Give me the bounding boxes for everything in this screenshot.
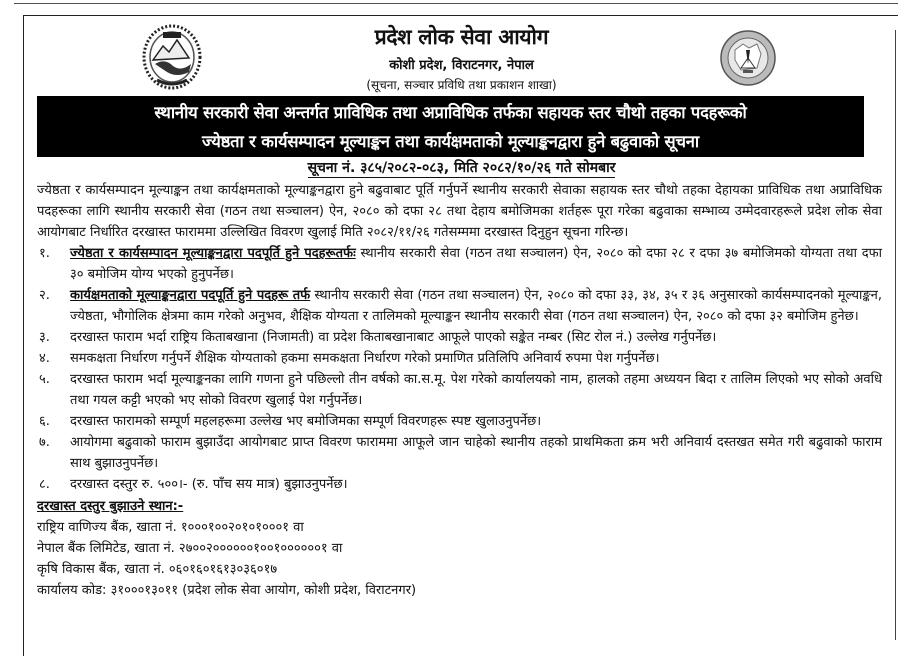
notice-body [37,180,882,601]
org-location: कोशी प्रदेश, विराटनगर, नेपाल [389,58,534,73]
notice-page [23,15,898,656]
item-text: दरखास्त फाराम भर्दा मूल्याङ्कनका लागि गणना हुने पछिल्लो तीन वर्षको का.स.मू. पेश गरेको कार्यालयको नाम, हालको तहमा अध्ययन बिदा र तालिम लिएको भए सोको अवधि तथा गयल कट्टी भएको भए सोको विवरण खुलाई पेश गर्नुपर्नेछ। [70,372,882,408]
koshi-psc-logo-icon [719,28,777,88]
top-divider [14,3,898,4]
conditions-list [37,243,882,495]
payment-bank-adbl: कृषि विकास बैंक, खाता नं. ०६०१६०१६१३०३६०१७ [37,562,278,577]
item-number: १. [39,246,50,261]
item-text: दरखास्त फारामको सम्पूर्ण महलहरूमा उल्लेख भए बमोजिमका सम्पूर्ण विवरणहरू स्पष्ट खुलाउनुपर्नेछ। [70,414,542,429]
payment-bank-nbl: नेपाल बैंक लिमिटेड, खाता नं. २७००२००००००१००१००००००१ वा [37,541,343,556]
item-text: दरखास्त दस्तुर रु. ५००।- (रु. पाँच सय मात्र) बुझाउनुपर्नेछ। [70,477,348,492]
item-number: ४. [39,351,50,366]
item-number: ८. [39,477,50,492]
letterhead [24,16,898,96]
intro-paragraph: ज्येष्ठता र कार्यसम्पादन मूल्याङ्कन तथा कार्यक्षमताको मूल्याङ्कनद्वारा हुने बढुवाबाट पूर्ति गर्नुपर्ने स्थानीय सरकारी सेवाका सहायक स्तर चौथो तहका देहायका प्राविधिक तथा अप्राविधिक पदहरूका लागि स्थानीय सरकारी सेवा (गठन तथा सञ्चालन) ऐन, २०८० को दफा २८ तथा देहाय बमोजिमका शर्तहरू पूरा गरेका बढुवाका सम्भाव्य उम्मेदवारहरूले प्रदेश लोक सेवा आयोगबाट निर्धारित दरखास्त फाराममा उल्लिखित विवरण खुलाई मिति २०८२/११/२६ गतेसम्ममा दरखास्त दिनुहुन सूचना गरिन्छ। [37,183,882,240]
item-text: दरखास्त फाराम भर्दा राष्ट्रिय किताबखाना (निजामती) वा प्रदेश किताबखानाबाट आफूले पाएको सङ्केत नम्बर (सिट रोल नं.) उल्लेख गर्नुपर्नेछ। [70,330,717,345]
condition-item [37,432,882,474]
org-branch: (सूचना, सञ्चार प्रविधि तथा प्रकाशन शाखा) [366,78,557,92]
notice-number [24,158,898,177]
banner-line-1: स्थानीय सरकारी सेवा अन्तर्गत प्राविधिक तथा अप्राविधिक तर्फका सहायक स्तर चौथो तहका पदहरूको [154,103,747,122]
condition-item [37,327,882,348]
payment-section-title: दरखास्त दस्तुर बुझाउने स्थान:- [37,499,184,514]
condition-item [37,348,882,369]
item-number: ६. [39,414,50,429]
item-text: स्थानीय सरकारी सेवा (गठन तथा सञ्चालन) ऐन, २०८० को दफा ३३, ३४, ३५ र ३६ अनुसारको कार्यसम्पादनको मूल्याङ्कन, ज्येष्ठता, भौगोलिक क्षेत्रमा काम गरेको अनुभव, शैक्षिक योग्यता र तालिमको मूल्याङ्कन स्थानीय सरकारी सेवा (गठन तथा सञ्चालन) ऐन, २०८० को दफा ३२ बमोजिम हुनेछ। [70,288,882,324]
condition-item [37,285,882,327]
banner-line-2: ज्येष्ठता र कार्यसम्पादन मूल्याङ्कन तथा कार्यक्षमताको मूल्याङ्कनद्वारा हुने बढुवाको सूचना [202,132,699,151]
condition-item [37,369,882,411]
payment-bank-rbb: राष्ट्रिय वाणिज्य बैंक, खाता नं. १०००१००२०१०१०००१ वा [37,520,304,535]
item-number: ७. [39,435,50,450]
item-text: स्थानीय सरकारी सेवा (गठन तथा सञ्चालन) ऐन, २०८० को दफा २८ र दफा ३७ बमोजिमको योग्यता तथा दफा ३० बमोजिम योग्य भएको हुनुपर्नेछ। [70,246,882,282]
item-number: ३. [39,330,50,345]
item-number: ५. [39,372,50,387]
item-heading: ज्येष्ठता र कार्यसम्पादन मूल्याङ्कनद्वारा पदपूर्ति हुने पदहरूतर्फः [70,246,356,261]
item-text: समकक्षता निर्धारण गर्नुपर्ने शैक्षिक योग्यताको हकमा समकक्षता निर्धारण गरेको प्रमाणित प्रतिलिपि अनिवार्य रुपमा पेश गर्नुपर्नेछ। [70,351,660,366]
notice-number-text: सूचना नं. ३८५/२०८२-०८३, मिति २०८२/१०/२६ गते सोमबार [307,160,616,176]
item-text: आयोगमा बढुवाको फाराम बुझाउँदा आयोगबाट प्राप्त विवरण फाराममा आफूले जान चाहेको स्थानीय तहको प्राथमिकता क्रम भरी अनिवार्य दस्तखत समेत गरी बढुवाको फाराम साथ बुझाउनुपर्नेछ। [70,435,882,471]
payment-office-code: कार्यालय कोड: ३१०००१३०११ (प्रदेश लोक सेवा आयोग, कोशी प्रदेश, विराटनगर) [37,583,417,598]
item-number: २. [39,288,50,303]
org-title: प्रदेश लोक सेवा आयोग [374,25,549,49]
item-heading: कार्यक्षमताको मूल्याङ्कनद्वारा पदपूर्ति हुने पदहरू तर्फ [70,288,311,303]
condition-item [37,411,882,432]
notice-heading-banner [37,96,864,157]
condition-item [37,243,882,285]
condition-item [37,474,882,495]
